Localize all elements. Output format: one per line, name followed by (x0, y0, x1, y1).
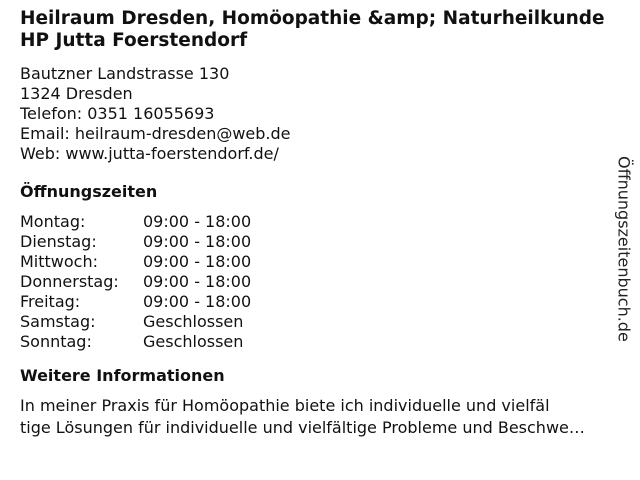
further-info-text (20, 395, 630, 439)
email-address[interactable]: Email: heilraum-dresden@web.de (20, 124, 291, 143)
business-title: Heilraum Dresden, Homöopathie &amp; Naturheilkunde HP Jutta Foerstendorf (20, 8, 605, 51)
address-street: Bautzner Landstrasse 130 (20, 64, 230, 83)
day-label: Mittwoch: (20, 252, 98, 271)
opening-hours-table (20, 212, 616, 352)
time-value: Geschlossen (143, 312, 244, 331)
time-value: Geschlossen (143, 332, 244, 351)
day-label: Dienstag: (20, 232, 97, 251)
day-label: Montag: (20, 212, 86, 231)
hours-row-saturday (20, 312, 616, 332)
day-label: Donnerstag: (20, 272, 119, 291)
opening-hours-heading: Öffnungszeiten (20, 182, 158, 201)
phone-number[interactable]: Telefon: 0351 16055693 (20, 104, 215, 123)
business-card (20, 8, 616, 439)
time-value: 09:00 - 18:00 (143, 212, 252, 231)
hours-row-friday (20, 292, 616, 312)
brand-label: Öffnungszeitenbuch.de (614, 156, 634, 342)
hours-row-monday (20, 212, 616, 232)
address-city: 1324 Dresden (20, 84, 133, 103)
hours-row-tuesday (20, 232, 616, 252)
brand-watermark (611, 136, 637, 362)
time-value: 09:00 - 18:00 (143, 292, 252, 311)
hours-row-sunday (20, 332, 616, 352)
day-label: Samstag: (20, 312, 96, 331)
time-value: 09:00 - 18:00 (143, 272, 252, 291)
time-value: 09:00 - 18:00 (143, 232, 252, 251)
website-link[interactable]: Web: www.jutta-foerstendorf.de/ (20, 144, 279, 163)
day-label: Sonntag: (20, 332, 92, 351)
further-info-heading: Weitere Informationen (20, 366, 225, 385)
info-line: In meiner Praxis für Homöopathie biete ich individuelle und vielfäl (20, 396, 550, 415)
info-line: tige Lösungen für individuelle und vielfältige Probleme und Beschwe… (20, 418, 585, 437)
hours-row-thursday (20, 272, 616, 292)
day-label: Freitag: (20, 292, 81, 311)
hours-row-wednesday (20, 252, 616, 272)
time-value: 09:00 - 18:00 (143, 252, 252, 271)
contact-block (20, 64, 616, 164)
